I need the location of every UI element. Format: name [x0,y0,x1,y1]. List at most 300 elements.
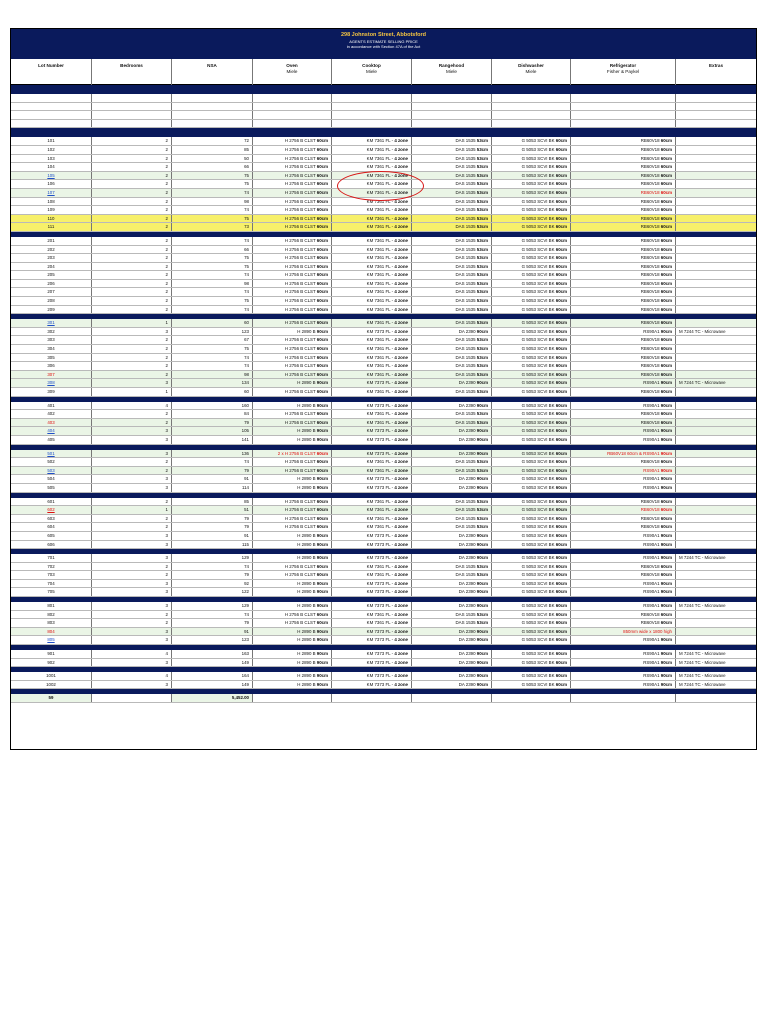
cell-oven[interactable]: H 2756 B CLST 60cm [253,336,332,344]
cell-lot[interactable]: 306 [11,362,92,370]
cell-cooktop[interactable]: KM 7361 FL - 4 zone [332,362,412,370]
cell-lot[interactable]: 804 [11,628,92,636]
cell-bedrooms[interactable]: 3 [92,602,172,610]
cell-dishwasher[interactable]: G 5053 SCVI BK 60cm [492,475,571,483]
cell-extras[interactable] [676,319,756,327]
cell-dishwasher[interactable]: G 5053 SCVI BK 60cm [492,263,571,271]
cell-dishwasher[interactable]: G 5053 SCVI BK 60cm [492,189,571,197]
cell-extras[interactable] [676,163,756,171]
cell-dishwasher[interactable]: G 5053 SCVI BK 60cm [492,571,571,579]
cell-bedrooms[interactable]: 2 [92,458,172,466]
cell-dishwasher[interactable]: G 5053 SCVI BK 60cm [492,450,571,458]
cell-rangehood[interactable]: DAS 1535 53cm [412,146,492,154]
cell-cooktop[interactable]: KM 7361 FL - 4 zone [332,146,412,154]
cell-lot[interactable]: 901 [11,650,92,658]
cell-oven[interactable]: H 2756 B CLST 60cm [253,254,332,262]
cell-bedrooms[interactable]: 2 [92,523,172,531]
cell-lot[interactable]: 105 [11,172,92,180]
cell-cooktop[interactable]: KM 7361 FL - 4 zone [332,246,412,254]
cell-oven[interactable]: H 2756 B CLST 60cm [253,354,332,362]
cell-bedrooms[interactable]: 3 [92,328,172,336]
cell-nsa[interactable]: 51 [172,506,253,514]
blank-cell[interactable] [571,120,676,128]
cell-cooktop[interactable]: KM 7373 FL - 4 zone [332,659,412,667]
cell-oven[interactable]: H 2890 B 90cm [253,580,332,588]
cell-lot[interactable]: 704 [11,580,92,588]
cell-nsa[interactable]: 92 [172,580,253,588]
cell-dishwasher[interactable]: G 5053 SCVI BK 60cm [492,271,571,279]
cell-oven[interactable]: H 2756 B CLST 60cm [253,515,332,523]
cell-lot[interactable]: 501 [11,450,92,458]
cell-bedrooms[interactable]: 2 [92,206,172,214]
cell-nsa[interactable]: 115 [172,541,253,549]
cell-fridge[interactable]: RB60V18 60cm [571,206,676,214]
cell-extras[interactable]: M 7244 TC - Microwave [679,603,726,609]
blank-cell[interactable] [11,103,92,111]
cell-oven[interactable]: H 2756 B CLST 60cm [253,506,332,514]
cell-bedrooms[interactable]: 2 [92,254,172,262]
cell-nsa[interactable]: 74 [172,563,253,571]
cell-cooktop[interactable]: KM 7361 FL - 4 zone [332,467,412,475]
cell-dishwasher[interactable]: G 5053 SCVI BK 60cm [492,215,571,223]
cell-lot[interactable]: 402 [11,410,92,418]
cell-extras[interactable] [676,215,756,223]
cell-fridge[interactable]: RB60V18 60cm & RS90A1 90cm [571,450,676,458]
cell-lot[interactable]: 209 [11,306,92,314]
cell-fridge[interactable]: RS90A1 90cm [571,681,676,689]
cell-oven[interactable]: H 2756 B CLST 60cm [253,237,332,245]
blank-cell[interactable] [332,94,412,102]
cell-oven[interactable]: H 2756 B CLST 60cm [253,467,332,475]
cell-oven[interactable]: H 2756 B CLST 60cm [253,246,332,254]
cell-lot[interactable]: 801 [11,602,92,610]
cell-lot[interactable]: 404 [11,427,92,435]
cell-lot[interactable]: 701 [11,554,92,562]
cell-oven[interactable]: H 2756 B CLST 60cm [253,362,332,370]
cell-nsa[interactable]: 98 [172,280,253,288]
cell-fridge[interactable]: RS90A1 90cm [571,636,676,644]
cell-nsa[interactable]: 84 [172,410,253,418]
cell-extras[interactable] [676,611,756,619]
cell-fridge[interactable]: RB60V18 60cm [571,223,676,231]
cell-bedrooms[interactable]: 4 [92,672,172,680]
cell-fridge[interactable]: RB60V18 60cm [571,410,676,418]
cell-rangehood[interactable]: DAS 1535 53cm [412,419,492,427]
cell-bedrooms[interactable]: 2 [92,611,172,619]
cell-nsa[interactable]: 79 [172,419,253,427]
cell-dishwasher[interactable]: G 5053 SCVI BK 60cm [492,172,571,180]
cell-dishwasher[interactable]: G 5053 SCVI BK 60cm [492,328,571,336]
cell-extras[interactable]: M 7244 TC - Microwave [679,673,726,679]
cell-bedrooms[interactable]: 2 [92,306,172,314]
cell-bedrooms[interactable]: 3 [92,588,172,596]
cell-nsa[interactable]: 91 [172,475,253,483]
cell-cooktop[interactable]: KM 7373 FL - 4 zone [332,436,412,444]
cell-bedrooms[interactable]: 2 [92,515,172,523]
cell-extras[interactable] [676,288,756,296]
cell-fridge[interactable]: RB60V18 60cm [571,611,676,619]
cell-lot[interactable]: 503 [11,467,92,475]
cell-cooktop[interactable]: KM 7373 FL - 4 zone [332,588,412,596]
blank-cell[interactable] [676,94,756,102]
cell-lot[interactable]: 805 [11,636,92,644]
cell-bedrooms[interactable]: 3 [92,475,172,483]
cell-oven[interactable]: H 2756 B CLST 60cm [253,271,332,279]
cell-lot[interactable]: 606 [11,541,92,549]
cell-rangehood[interactable]: DAS 1535 53cm [412,155,492,163]
cell-oven[interactable]: H 2756 B CLST 60cm [253,371,332,379]
cell-oven[interactable]: H 2890 B 90cm [253,436,332,444]
cell-nsa[interactable]: 75 [172,263,253,271]
cell-nsa[interactable]: 66 [172,246,253,254]
blank-cell[interactable] [253,94,332,102]
cell-nsa[interactable]: 141 [172,436,253,444]
cell-lot[interactable]: 1002 [11,681,92,689]
cell-fridge[interactable]: RB60V18 60cm [571,515,676,523]
blank-cell[interactable] [11,111,92,119]
cell-dishwasher[interactable]: G 5053 SCVI BK 60cm [492,484,571,492]
cell-nsa[interactable]: 74 [172,362,253,370]
cell-nsa[interactable]: 136 [172,450,253,458]
cell-oven[interactable]: H 2756 B CLST 60cm [253,458,332,466]
cell-rangehood[interactable]: DAS 1535 53cm [412,571,492,579]
cell-oven[interactable]: H 2756 B CLST 60cm [253,280,332,288]
cell-fridge[interactable]: RS90A1 90cm [571,427,676,435]
cell-dishwasher[interactable]: G 5053 SCVI BK 60cm [492,506,571,514]
cell-oven[interactable]: H 2756 B CLST 60cm [253,419,332,427]
cell-fridge[interactable]: 850mm wide x 1800 high [571,628,676,636]
cell-dishwasher[interactable]: G 5053 SCVI BK 60cm [492,419,571,427]
cell-rangehood[interactable]: DA 2390 90cm [412,681,492,689]
cell-rangehood[interactable]: DAS 1535 53cm [412,254,492,262]
blank-cell[interactable] [253,120,332,128]
cell-oven[interactable]: H 2890 B 90cm [253,379,332,387]
cell-nsa[interactable]: 74 [172,306,253,314]
cell-lot[interactable]: 108 [11,198,92,206]
cell-extras[interactable] [676,563,756,571]
blank-cell[interactable] [253,103,332,111]
cell-cooktop[interactable]: KM 7373 FL - 4 zone [332,450,412,458]
cell-lot[interactable]: 604 [11,523,92,531]
cell-fridge[interactable]: RB60V18 60cm [571,336,676,344]
cell-fridge[interactable]: RB60V18 60cm [571,571,676,579]
cell-cooktop[interactable]: KM 7361 FL - 4 zone [332,571,412,579]
cell-fridge[interactable]: RS90A1 90cm [571,588,676,596]
cell-cooktop[interactable]: KM 7361 FL - 4 zone [332,137,412,145]
cell-rangehood[interactable]: DAS 1535 53cm [412,336,492,344]
cell-lot[interactable]: 301 [11,319,92,327]
cell-oven[interactable]: H 2890 B 90cm [253,532,332,540]
cell-rangehood[interactable]: DA 2390 90cm [412,402,492,410]
cell-lot[interactable]: 102 [11,146,92,154]
cell-nsa[interactable]: 91 [172,628,253,636]
cell-dishwasher[interactable]: G 5053 SCVI BK 60cm [492,336,571,344]
cell-rangehood[interactable]: DAS 1535 53cm [412,345,492,353]
cell-lot[interactable]: 309 [11,388,92,396]
cell-fridge[interactable]: RS90A1 90cm [571,475,676,483]
cell-cooktop[interactable]: KM 7373 FL - 4 zone [332,379,412,387]
cell-lot[interactable]: 702 [11,563,92,571]
cell-bedrooms[interactable]: 2 [92,280,172,288]
cell-extras[interactable] [676,467,756,475]
cell-bedrooms[interactable]: 2 [92,189,172,197]
cell-dishwasher[interactable]: G 5053 SCVI BK 60cm [492,206,571,214]
cell-bedrooms[interactable]: 2 [92,271,172,279]
cell-nsa[interactable]: 85 [172,498,253,506]
cell-lot[interactable]: 405 [11,436,92,444]
cell-oven[interactable]: H 2756 B CLST 60cm [253,198,332,206]
cell-extras[interactable] [676,458,756,466]
cell-cooktop[interactable]: KM 7373 FL - 4 zone [332,402,412,410]
cell-oven[interactable]: H 2756 B CLST 60cm [253,288,332,296]
cell-extras[interactable] [676,571,756,579]
cell-fridge[interactable]: RS90A1 90cm [571,602,676,610]
cell-dishwasher[interactable]: G 5053 SCVI BK 60cm [492,611,571,619]
cell-cooktop[interactable]: KM 7361 FL - 4 zone [332,172,412,180]
blank-cell[interactable] [332,120,412,128]
cell-dishwasher[interactable]: G 5053 SCVI BK 60cm [492,523,571,531]
cell-cooktop[interactable]: KM 7361 FL - 4 zone [332,280,412,288]
cell-oven[interactable]: H 2890 B 90cm [253,672,332,680]
cell-bedrooms[interactable]: 2 [92,163,172,171]
cell-fridge[interactable]: RS90A1 90cm [571,672,676,680]
cell-extras[interactable]: M 7244 TC - Microwave [679,681,726,687]
cell-fridge[interactable]: RB60V18 60cm [571,271,676,279]
cell-rangehood[interactable]: DAS 1535 53cm [412,498,492,506]
cell-bedrooms[interactable]: 2 [92,563,172,571]
cell-nsa[interactable]: 60 [172,388,253,396]
cell-rangehood[interactable]: DAS 1535 53cm [412,206,492,214]
cell-cooktop[interactable]: KM 7373 FL - 4 zone [332,475,412,483]
cell-oven[interactable]: H 2756 B CLST 60cm [253,163,332,171]
cell-rangehood[interactable]: DA 2390 90cm [412,436,492,444]
cell-bedrooms[interactable]: 2 [92,137,172,145]
blank-cell[interactable] [571,103,676,111]
cell-extras[interactable] [676,306,756,314]
cell-dishwasher[interactable]: G 5053 SCVI BK 60cm [492,371,571,379]
cell-nsa[interactable]: 74 [172,206,253,214]
cell-bedrooms[interactable]: 3 [92,436,172,444]
cell-cooktop[interactable]: KM 7361 FL - 4 zone [332,523,412,531]
cell-nsa[interactable]: 75 [172,254,253,262]
blank-cell[interactable] [492,111,571,119]
cell-oven[interactable]: H 2756 B CLST 60cm [253,498,332,506]
cell-bedrooms[interactable]: 2 [92,246,172,254]
cell-dishwasher[interactable]: G 5053 SCVI BK 60cm [492,659,571,667]
cell-fridge[interactable]: RS90A1 90cm [571,436,676,444]
cell-dishwasher[interactable]: G 5053 SCVI BK 60cm [492,650,571,658]
cell-dishwasher[interactable]: G 5053 SCVI BK 60cm [492,345,571,353]
cell-extras[interactable] [676,410,756,418]
cell-cooktop[interactable]: KM 7361 FL - 4 zone [332,288,412,296]
cell-rangehood[interactable]: DAS 1535 53cm [412,362,492,370]
cell-bedrooms[interactable]: 2 [92,263,172,271]
cell-extras[interactable] [676,146,756,154]
cell-cooktop[interactable]: KM 7373 FL - 4 zone [332,484,412,492]
cell-bedrooms[interactable]: 2 [92,172,172,180]
cell-extras[interactable] [676,206,756,214]
cell-cooktop[interactable]: KM 7373 FL - 4 zone [332,554,412,562]
cell-dishwasher[interactable]: G 5053 SCVI BK 60cm [492,362,571,370]
cell-cooktop[interactable]: KM 7361 FL - 4 zone [332,506,412,514]
cell-oven[interactable]: H 2890 B 90cm [253,659,332,667]
cell-rangehood[interactable]: DAS 1535 53cm [412,280,492,288]
cell-oven[interactable]: H 2890 B 90cm [253,554,332,562]
cell-bedrooms[interactable]: 2 [92,146,172,154]
cell-fridge[interactable]: RB60V18 60cm [571,362,676,370]
cell-dishwasher[interactable]: G 5053 SCVI BK 60cm [492,155,571,163]
cell-oven[interactable]: H 2756 B CLST 60cm [253,619,332,627]
cell-bedrooms[interactable]: 2 [92,237,172,245]
cell-rangehood[interactable]: DA 2390 90cm [412,628,492,636]
cell-extras[interactable] [676,506,756,514]
cell-nsa[interactable]: 75 [172,180,253,188]
cell-cooktop[interactable]: KM 7361 FL - 4 zone [332,458,412,466]
cell-fridge[interactable]: RS90A1 90cm [571,328,676,336]
cell-extras[interactable] [676,263,756,271]
cell-bedrooms[interactable]: 4 [92,650,172,658]
cell-fridge[interactable]: RB60V18 60cm [571,155,676,163]
blank-cell[interactable] [412,111,492,119]
cell-lot[interactable]: 504 [11,475,92,483]
cell-lot[interactable]: 308 [11,379,92,387]
cell-extras[interactable]: M 7244 TC - Microwave [679,380,726,386]
cell-nsa[interactable]: 164 [172,672,253,680]
blank-cell[interactable] [676,120,756,128]
cell-lot[interactable]: 107 [11,189,92,197]
cell-rangehood[interactable]: DAS 1535 53cm [412,563,492,571]
cell-dishwasher[interactable]: G 5053 SCVI BK 60cm [492,541,571,549]
cell-fridge[interactable]: RS90A1 90cm [571,467,676,475]
cell-dishwasher[interactable]: G 5053 SCVI BK 60cm [492,388,571,396]
cell-cooktop[interactable]: KM 7373 FL - 4 zone [332,681,412,689]
cell-extras[interactable] [676,636,756,644]
cell-lot[interactable]: 203 [11,254,92,262]
cell-bedrooms[interactable]: 3 [92,532,172,540]
cell-fridge[interactable]: RS90A1 90cm [571,379,676,387]
blank-cell[interactable] [253,111,332,119]
blank-cell[interactable] [412,94,492,102]
cell-extras[interactable] [676,532,756,540]
blank-cell[interactable] [172,94,253,102]
cell-nsa[interactable]: 123 [172,328,253,336]
cell-dishwasher[interactable]: G 5053 SCVI BK 60cm [492,427,571,435]
cell-nsa[interactable]: 85 [172,146,253,154]
cell-dishwasher[interactable]: G 5053 SCVI BK 60cm [492,681,571,689]
cell-dishwasher[interactable]: G 5053 SCVI BK 60cm [492,379,571,387]
cell-bedrooms[interactable]: 1 [92,506,172,514]
cell-extras[interactable] [676,254,756,262]
cell-nsa[interactable]: 72 [172,137,253,145]
cell-extras[interactable] [676,155,756,163]
cell-oven[interactable]: H 2756 B CLST 60cm [253,215,332,223]
cell-nsa[interactable]: 75 [172,215,253,223]
cell-cooktop[interactable]: KM 7361 FL - 4 zone [332,498,412,506]
cell-lot[interactable]: 110 [11,215,92,223]
cell-cooktop[interactable]: KM 7361 FL - 4 zone [332,371,412,379]
cell-oven[interactable]: H 2756 B CLST 60cm [253,306,332,314]
cell-rangehood[interactable]: DAS 1535 53cm [412,237,492,245]
cell-nsa[interactable]: 123 [172,636,253,644]
cell-bedrooms[interactable]: 2 [92,371,172,379]
cell-oven[interactable]: H 2890 B 90cm [253,650,332,658]
cell-rangehood[interactable]: DA 2390 90cm [412,450,492,458]
cell-cooktop[interactable]: KM 7361 FL - 4 zone [332,410,412,418]
cell-dishwasher[interactable]: G 5053 SCVI BK 60cm [492,563,571,571]
cell-lot[interactable]: 303 [11,336,92,344]
cell-oven[interactable]: H 2890 B 90cm [253,602,332,610]
cell-nsa[interactable]: 114 [172,484,253,492]
cell-rangehood[interactable]: DAS 1535 53cm [412,523,492,531]
cell-dishwasher[interactable]: G 5053 SCVI BK 60cm [492,246,571,254]
cell-nsa[interactable]: 74 [172,288,253,296]
cell-rangehood[interactable]: DA 2390 90cm [412,672,492,680]
cell-fridge[interactable]: RB60V18 60cm [571,280,676,288]
cell-lot[interactable]: 603 [11,515,92,523]
cell-fridge[interactable]: RB60V18 60cm [571,498,676,506]
cell-dishwasher[interactable]: G 5053 SCVI BK 60cm [492,180,571,188]
cell-bedrooms[interactable]: 2 [92,467,172,475]
cell-cooktop[interactable]: KM 7361 FL - 4 zone [332,237,412,245]
cell-dishwasher[interactable]: G 5053 SCVI BK 60cm [492,554,571,562]
blank-cell[interactable] [571,94,676,102]
cell-nsa[interactable]: 91 [172,532,253,540]
cell-fridge[interactable]: RB60V18 60cm [571,237,676,245]
cell-nsa[interactable]: 134 [172,379,253,387]
cell-rangehood[interactable]: DA 2390 90cm [412,484,492,492]
cell-dishwasher[interactable]: G 5053 SCVI BK 60cm [492,672,571,680]
cell-rangehood[interactable]: DAS 1535 53cm [412,172,492,180]
cell-fridge[interactable]: RB60V18 60cm [571,146,676,154]
cell-oven[interactable]: H 2756 B CLST 60cm [253,319,332,327]
cell-lot[interactable]: 403 [11,419,92,427]
cell-rangehood[interactable]: DAS 1535 53cm [412,180,492,188]
cell-lot[interactable]: 705 [11,588,92,596]
cell-oven[interactable]: H 2756 B CLST 60cm [253,563,332,571]
cell-nsa[interactable]: 74 [172,189,253,197]
cell-dishwasher[interactable]: G 5053 SCVI BK 60cm [492,306,571,314]
cell-cooktop[interactable]: KM 7361 FL - 4 zone [332,223,412,231]
cell-lot[interactable]: 206 [11,280,92,288]
cell-fridge[interactable]: RB60V18 60cm [571,523,676,531]
cell-extras[interactable] [676,371,756,379]
cell-extras[interactable] [676,580,756,588]
cell-extras[interactable] [676,362,756,370]
cell-cooktop[interactable]: KM 7373 FL - 4 zone [332,541,412,549]
cell-fridge[interactable]: RS90A1 90cm [571,659,676,667]
cell-fridge[interactable]: RB60V18 60cm [571,246,676,254]
cell-fridge[interactable]: RS90A1 90cm [571,484,676,492]
cell-bedrooms[interactable]: 4 [92,402,172,410]
cell-fridge[interactable]: RB60V18 60cm [571,354,676,362]
cell-fridge[interactable]: RB60V18 60cm [571,345,676,353]
cell-extras[interactable] [676,628,756,636]
cell-dishwasher[interactable]: G 5053 SCVI BK 60cm [492,354,571,362]
cell-lot[interactable]: 1001 [11,672,92,680]
cell-dishwasher[interactable]: G 5053 SCVI BK 60cm [492,297,571,305]
cell-lot[interactable]: 205 [11,271,92,279]
cell-fridge[interactable]: RB60V18 60cm [571,263,676,271]
cell-rangehood[interactable]: DA 2390 90cm [412,580,492,588]
cell-oven[interactable]: H 2756 B CLST 60cm [253,611,332,619]
cell-extras[interactable] [676,498,756,506]
cell-dishwasher[interactable]: G 5053 SCVI BK 60cm [492,137,571,145]
cell-bedrooms[interactable]: 3 [92,681,172,689]
blank-cell[interactable] [492,120,571,128]
cell-oven[interactable]: H 2890 B 90cm [253,588,332,596]
blank-cell[interactable] [571,111,676,119]
cell-fridge[interactable]: RS90A1 90cm [571,580,676,588]
